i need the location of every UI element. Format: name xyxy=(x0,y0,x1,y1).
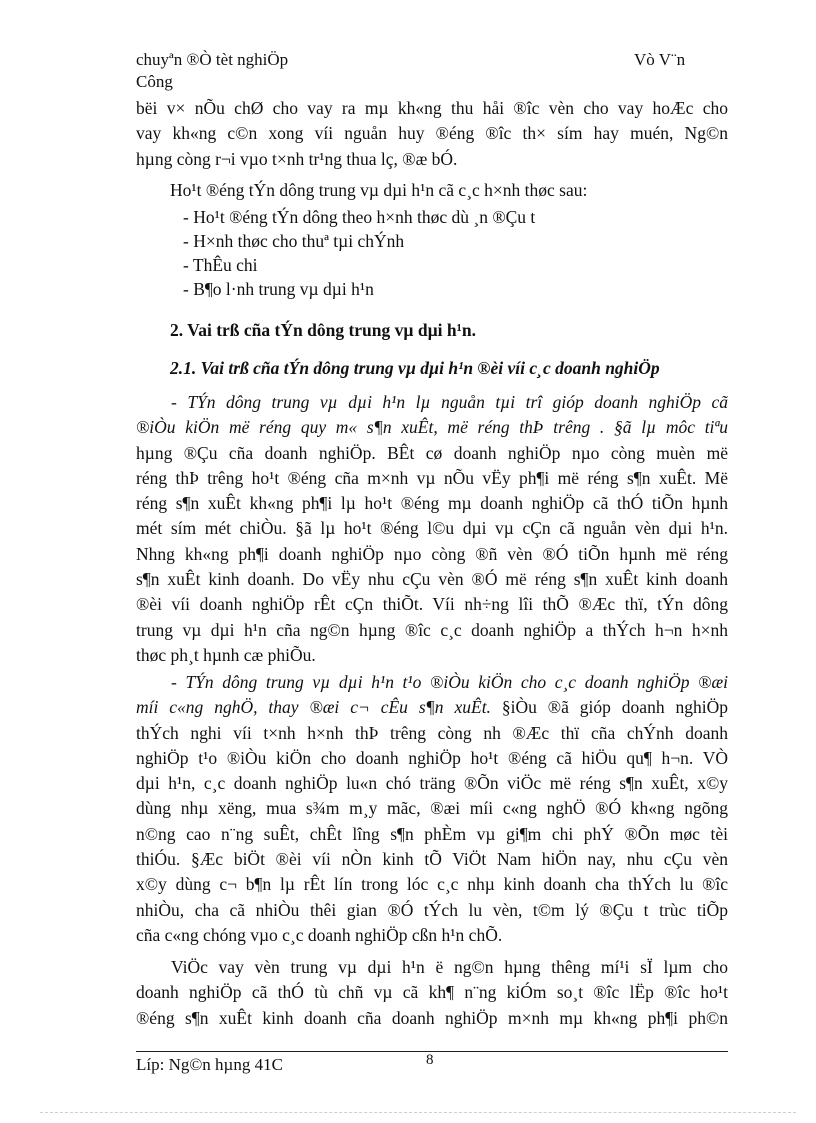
paragraph-b xyxy=(136,670,728,948)
text-line: mét sím mét chiÒu. §ã lµ ho¹t ®éng l©u dµi vµ cÇn cã nguån vèn dµi h¹n. xyxy=(136,518,728,539)
list-item: - H×nh thøc cho thuª tµi chÝnh xyxy=(183,231,405,251)
text-line: Nhng kh«ng ph¶i doanh nghiÖp nµo còng ®ñ vèn ®Ó tiÕn hµnh më réng xyxy=(136,543,728,564)
text-line: ®èi víi doanh nghiÖp rÊt cÇn thiÕt. Víi nh÷ng lîi thÕ ®Æc thï, tÝn dông xyxy=(136,594,728,615)
text-line: cña c«ng chóng vµo c¸c doanh nghiÖp cßn h¹n chÕ. xyxy=(136,924,503,945)
text-line: réng s¶n xuÊt kh«ng ph¶i lµ ho¹t ®éng mµ doanh nghiÖp cã thÓ tiÕn hµnh xyxy=(136,493,728,514)
text-line: bëi v× nÕu chØ cho vay ra mµ kh«ng thu håi ®îc vèn cho vay hoÆc cho xyxy=(136,98,728,118)
section-heading-2: 2. Vai trß cña tÝn dông trung vµ dµi h¹n. xyxy=(170,320,476,340)
text-line: thiÓu. §Æc biÖt ®èi víi nÒn kinh tÕ ViÖt Nam hiÖn nay, nhu cÇu vèn xyxy=(136,849,728,870)
paragraph-c xyxy=(136,955,728,1031)
page-number: 8 xyxy=(426,1052,434,1068)
text-line: dµi h¹n, c¸c doanh nghiÖp lu«n chó träng ®Õn viÖc më réng s¶n xuÊt, x©y xyxy=(136,773,728,794)
list-item: - Ho¹t ®éng tÝn dông theo h×nh thøc dù ¸n ®Çu t xyxy=(183,207,536,227)
text-line: trung vµ dµi h¹n cña ng©n hµng ®îc c¸c doanh nghiÖp a thÝch h¬n h×nh xyxy=(136,619,728,640)
header-left-line2: Công xyxy=(136,72,173,91)
text-line: ViÖc vay vèn trung vµ dµi h¹n ë ng©n hµng thêng mí¹i sÏ lµm cho xyxy=(171,957,728,977)
paragraph-intro xyxy=(136,96,728,172)
text-line: thÝch nghi víi t×nh h×nh thÞ trêng còng nh ®Æc thï cña chÝnh doanh xyxy=(136,722,728,743)
text-line: ®iÒu kiÖn më réng quy m« s¶n xuÊt, më réng thÞ trêng . §ã lµ môc tiªu xyxy=(136,417,728,438)
text-line: nghiÖp t¹o ®iÒu kiÖn cho doanh nghiÖp ho¹t ®éng cã hiÖu qu¶ h¬n. VÒ xyxy=(136,747,728,768)
list-item: - ThÊu chi xyxy=(183,255,258,275)
page-bottom-divider xyxy=(40,1112,796,1113)
forms-list xyxy=(183,205,535,301)
text-line-rest: §iÒu ®ã gióp doanh nghiÖp xyxy=(490,697,728,718)
text-line: hµng còng r¬i vµo t×nh tr¹ng thua lç, ®æ bÓ. xyxy=(136,148,458,169)
list-item: - B¶o l·nh trung vµ dµi h¹n xyxy=(183,279,374,299)
text-line: thøc ph¸t hµnh cæ phiÕu. xyxy=(136,644,316,665)
section-heading-2-1: 2.1. Vai trß cña tÝn dông trung vµ dµi h¹n ®èi víi c¸c doanh nghiÖp xyxy=(170,358,660,378)
text-line: - TÝn dông trung vµ dµi h¹n t¹o ®iÒu kiÖn cho c¸c doanh nghiÖp ®æi xyxy=(171,672,728,692)
text-line-italic: míi c«ng nghÖ, thay ®æi c¬ cÊu s¶n xuÊt. xyxy=(136,697,491,718)
text-line: n©ng cao n¨ng suÊt, chÊt lîng s¶n phÈm vµ gi¶m chi phÝ ®Õn møc tèi xyxy=(136,823,728,844)
text-line: hµng ®Çu cña doanh nghiÖp. BÊt cø doanh nghiÖp nµo còng muèn më xyxy=(136,442,728,463)
text-line: x©y dùng c¬ b¶n lµ rÊt lín trong lóc c¸c nhµ kinh doanh cha thÝch lu ®îc xyxy=(136,874,728,895)
text-line: - TÝn dông trung vµ dµi h¹n lµ nguån tµi trî gióp doanh nghiÖp cã xyxy=(171,392,728,412)
text-line: réng thÞ trêng ho¹t ®éng cña m×nh vµ nÕu vËy ph¶i më réng s¶n xuÊt. Më xyxy=(136,467,728,488)
text-line xyxy=(136,695,728,720)
text-line: dùng nhµ xëng, mua s¾m m¸y mãc, ®æi míi c«ng nghÖ ®Ó kh«ng ngõng xyxy=(136,798,728,819)
text-line: ®éng s¶n xuÊt kinh doanh cña doanh nghiÖp m×nh mµ kh«ng ph¶i ph©n xyxy=(136,1007,728,1028)
text-line: doanh nghiÖp cã thÓ tù chñ vµ cã kh¶ n¨ng kiÓm so¸t ®îc lËp ®îc ho¹t xyxy=(136,982,728,1003)
text-line: s¶n xuÊt kinh doanh. Do vËy nhu cÇu vèn ®Ó më réng s¶n xuÊt kinh doanh xyxy=(136,569,728,590)
footer-class: Líp: Ng©n hµng 41C xyxy=(136,1055,283,1074)
paragraph-a xyxy=(136,390,728,668)
header-right: Vò V¨n xyxy=(634,50,686,69)
text-line: vay kh«ng c©n xong víi nguån huy ®éng ®îc th× sím hay muén, Ng©n xyxy=(136,123,728,144)
text-line: nhiÒu, cha cã nhiÒu thêi gian ®Ó tÝch lu vèn, t©m lý ®Çu t trùc tiÕp xyxy=(136,899,728,920)
header-left-line1: chuyªn ®Ò tèt nghiÖp xyxy=(136,50,289,69)
forms-intro: Ho¹t ®éng tÝn dông trung vµ dµi h¹n cã c¸c h×nh thøc sau: xyxy=(170,180,588,200)
